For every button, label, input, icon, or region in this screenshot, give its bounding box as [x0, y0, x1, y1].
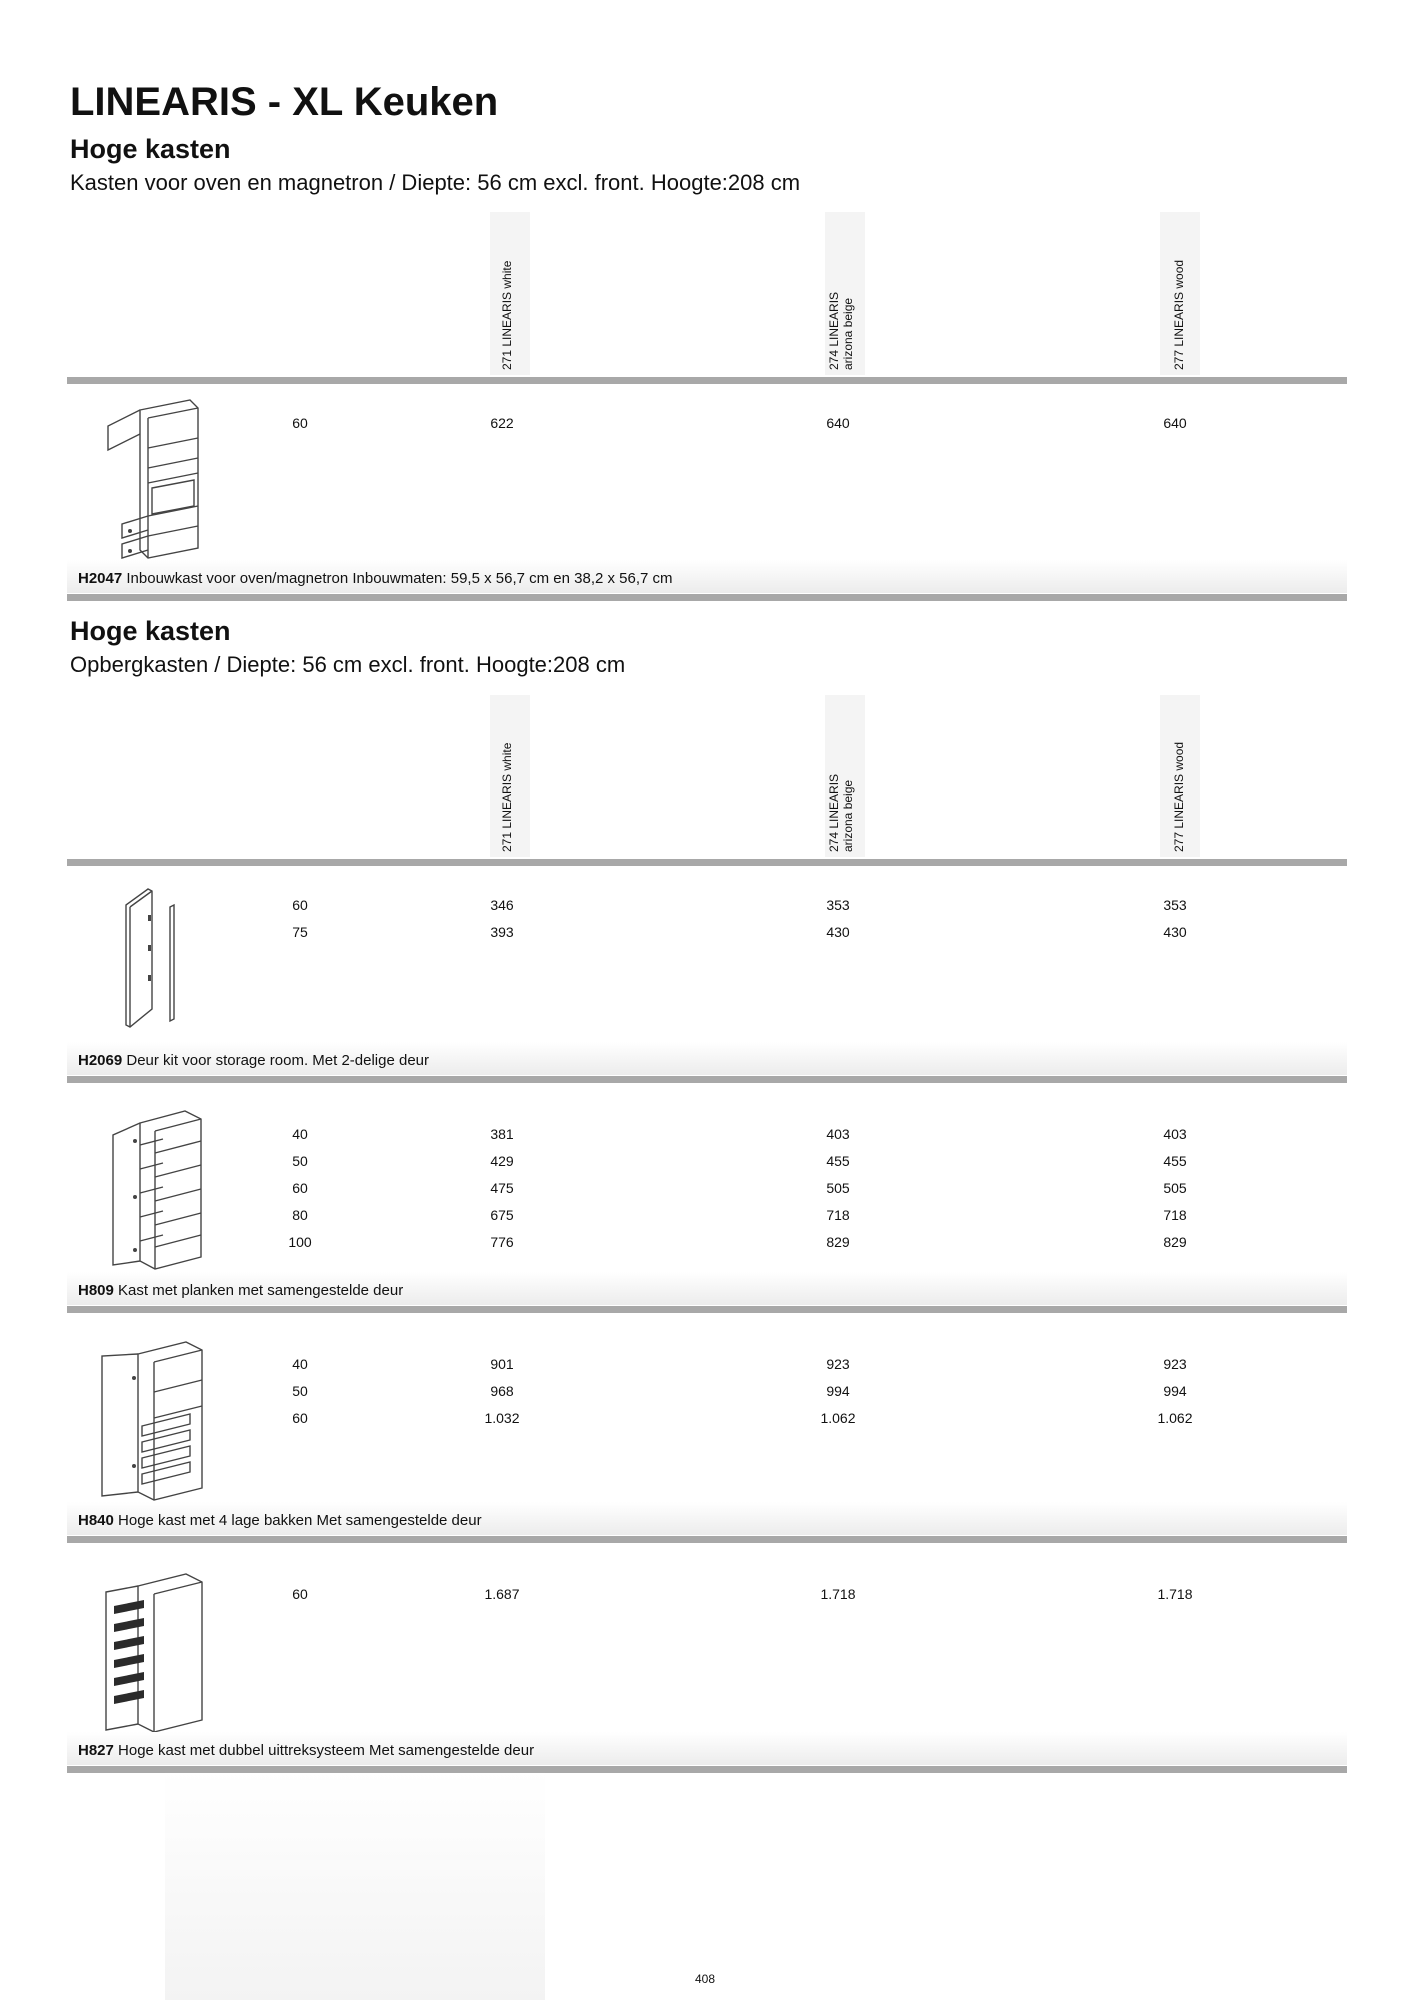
price-cell: 429 — [490, 1153, 514, 1169]
column-header-arizona-beige: 274 LINEARIS arizona beige — [827, 773, 855, 852]
price-cell: 1.062 — [820, 1410, 856, 1426]
width-cell: 50 — [292, 1383, 308, 1399]
page-title: LINEARIS - XL Keuken — [70, 80, 499, 124]
column-header-arizona-beige: 274 LINEARIS arizona beige — [827, 291, 855, 370]
product-description — [78, 1051, 429, 1071]
header-rule — [67, 859, 1347, 866]
price-cell: 718 — [1163, 1207, 1187, 1223]
price-cell: 829 — [826, 1234, 850, 1250]
price-cell: 1.718 — [820, 1586, 856, 1602]
price-cell: 353 — [826, 897, 850, 913]
price-cell: 353 — [1163, 897, 1187, 913]
background-shade — [165, 1770, 545, 2000]
price-cell: 403 — [826, 1126, 850, 1142]
price-cell: 776 — [490, 1234, 514, 1250]
width-cell: 100 — [288, 1234, 312, 1250]
product-text: Hoge kast met 4 lage bakken Met samengestelde deur — [118, 1512, 482, 1529]
price-cell: 1.062 — [1157, 1410, 1193, 1426]
column-header-white: 271 LINEARIS white — [500, 260, 514, 370]
price-cell: 430 — [826, 924, 850, 940]
width-cell: 80 — [292, 1207, 308, 1223]
price-cell: 675 — [490, 1207, 514, 1223]
oven-cabinet-icon — [100, 398, 210, 563]
price-cell: 346 — [490, 897, 514, 913]
price-cell: 381 — [490, 1126, 514, 1142]
price-cell: 403 — [1163, 1126, 1187, 1142]
pullout-cabinet-icon — [100, 1570, 210, 1735]
section-title: Hoge kasten — [70, 134, 231, 164]
width-cell: 60 — [292, 415, 308, 431]
width-cell: 60 — [292, 1586, 308, 1602]
product-description — [78, 569, 673, 589]
price-cell: 455 — [1163, 1153, 1187, 1169]
product-code: H840 — [78, 1512, 114, 1529]
width-cell: 60 — [292, 1180, 308, 1196]
price-cell: 455 — [826, 1153, 850, 1169]
product-code: H2069 — [78, 1052, 123, 1069]
product-text: Inbouwkast voor oven/magnetron Inbouwmaten: 59,5 x 56,7 cm en 38,2 x 56,7 cm — [126, 570, 673, 587]
product-text: Hoge kast met dubbel uittreksysteem Met samengestelde deur — [118, 1742, 535, 1759]
width-cell: 40 — [292, 1126, 308, 1142]
price-cell: 923 — [826, 1356, 850, 1372]
column-header-wood: 277 LINEARIS wood — [1172, 741, 1186, 852]
price-cell: 475 — [490, 1180, 514, 1196]
section-subtitle: Opbergkasten / Diepte: 56 cm excl. front. Hoogte:208 cm — [70, 652, 626, 677]
product-description — [78, 1281, 403, 1301]
section-subtitle: Kasten voor oven en magnetron / Diepte: 56 cm excl. front. Hoogte:208 cm — [70, 170, 801, 195]
price-cell: 994 — [826, 1383, 850, 1399]
price-cell: 718 — [826, 1207, 850, 1223]
product-rule — [67, 1076, 1347, 1083]
width-cell: 50 — [292, 1153, 308, 1169]
section-title: Hoge kasten — [70, 616, 231, 646]
product-code: H2047 — [78, 570, 123, 587]
product-description — [78, 1741, 534, 1761]
product-rule — [67, 1536, 1347, 1543]
column-header-wood: 277 LINEARIS wood — [1172, 259, 1186, 370]
price-cell: 505 — [1163, 1180, 1187, 1196]
column-header-white: 271 LINEARIS white — [500, 742, 514, 852]
price-cell: 1.032 — [484, 1410, 520, 1426]
product-rule — [67, 594, 1347, 601]
header-rule — [67, 377, 1347, 384]
price-cell: 923 — [1163, 1356, 1187, 1372]
product-rule — [67, 1306, 1347, 1313]
product-description — [78, 1511, 482, 1531]
price-cell: 430 — [1163, 924, 1187, 940]
product-code: H827 — [78, 1742, 114, 1759]
price-cell: 968 — [490, 1383, 514, 1399]
width-cell: 40 — [292, 1356, 308, 1372]
price-cell: 1.687 — [484, 1586, 520, 1602]
price-cell: 640 — [1163, 415, 1187, 431]
width-cell: 60 — [292, 1410, 308, 1426]
door-kit-icon — [118, 885, 198, 1030]
page-number: 408 — [694, 1972, 716, 1986]
product-text: Deur kit voor storage room. Met 2-delige deur — [126, 1052, 430, 1069]
price-cell: 622 — [490, 415, 514, 431]
price-cell: 640 — [826, 415, 850, 431]
price-cell: 393 — [490, 924, 514, 940]
shelf-cabinet-icon — [105, 1105, 210, 1270]
product-text: Kast met planken met samengestelde deur — [118, 1282, 404, 1299]
width-cell: 75 — [292, 924, 308, 940]
price-cell: 829 — [1163, 1234, 1187, 1250]
drawer-cabinet-icon — [98, 1338, 208, 1503]
price-cell: 901 — [490, 1356, 514, 1372]
product-code: H809 — [78, 1282, 114, 1299]
width-cell: 60 — [292, 897, 308, 913]
price-cell: 994 — [1163, 1383, 1187, 1399]
price-cell: 1.718 — [1157, 1586, 1193, 1602]
price-cell: 505 — [826, 1180, 850, 1196]
